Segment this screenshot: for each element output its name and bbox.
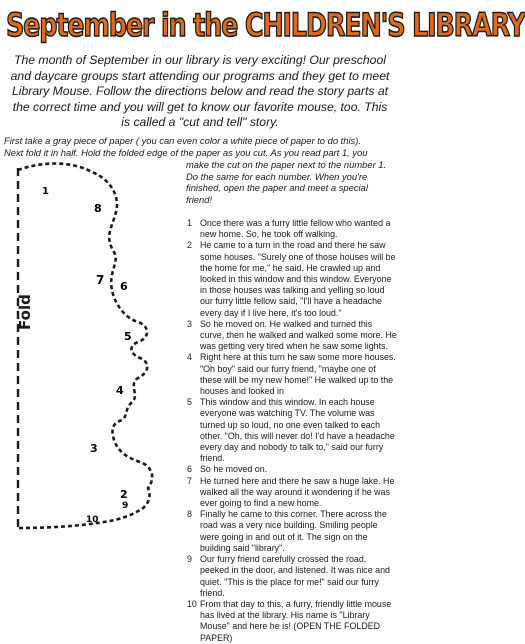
instructions-line-1: First take a gray piece of paper ( you can even color a white piece of paper to do this). xyxy=(4,135,361,146)
shape-number-7: 7 xyxy=(96,273,105,287)
shape-number-6: 6 xyxy=(120,280,128,293)
story-item: 5 This window and this window. In each house everyone was watching TV. The volume was turned up so loud, no one even talked to each other. "Oh, this will never do! I'd have a headache every day and nobody to talk to," said our furry friend. xyxy=(187,397,395,464)
story-item: 1 Once there was a furry little fellow who wanted a new home. So, he took off walking. xyxy=(187,218,391,240)
cut-pattern-shape xyxy=(0,150,186,537)
instructions-line-3: make the cut on the paper next to the number 1. Do the same for each number. When you're finished, open the paper and meet a special friend! xyxy=(186,159,387,205)
shape-number-10: 10 xyxy=(86,515,99,525)
story-item: 2 He came to a turn in the road and there he saw some houses. "Surely one of those houses will be the home for me," he said. He crawled up and looked in this window and this window. Everyone in those houses was talking and yelling so loud our furry little fellow said, "I'll have a headache every day if I live here, it's too loud." xyxy=(187,240,396,318)
shape-number-3: 3 xyxy=(90,442,98,455)
shape-number-5: 5 xyxy=(124,330,132,343)
shape-number-1: 1 xyxy=(42,186,49,197)
shape-number-2: 2 xyxy=(120,488,128,501)
story-item: 9 Our furry friend carefully crossed the road, peeked in the door, and listened. It was nice and quiet. "This is the place for me!" said our furry friend. xyxy=(187,554,390,598)
story-list xyxy=(187,218,397,644)
story-item: 6 So he moved on. xyxy=(187,464,268,475)
fold-label: Fold xyxy=(16,294,34,330)
instructions-line-2: Next fold it in half. Hold the folded edge of the paper as you cut. As you read part 1, you xyxy=(4,147,368,158)
shape-number-8: 8 xyxy=(94,202,102,215)
story-item: 8 Finally he came to this corner. There across the road was a very nice building. Smiling people were going in and out of it. The sign on the building said "library". xyxy=(187,509,387,553)
page-title: September in the CHILDREN'S LIBRARY xyxy=(6,7,525,45)
story-item: 3 So he moved on. He walked and turned this curve, then he walked and walked some more. He was getting very tired when he saw some lights. xyxy=(187,318,397,352)
shape-number-9: 9 xyxy=(122,501,129,511)
shape-number-4: 4 xyxy=(116,384,124,397)
story-item: 7 He turned here and there he saw a huge lake. He walked all the way around it wondering if he was ever going to find a new home. xyxy=(187,475,395,509)
story-item: 10 From that day to this, a furry, friendly little mouse has lived at the library. His name is "Library Mouse" and here he is! (OPEN THE FOLDED PAPER) xyxy=(187,598,392,643)
intro-paragraph: The month of September in our library is very exciting! Our preschool and daycare groups start attending our programs and they get to meet Library Mouse. Follow the directions below and read the story parts at the correct time and you will get to know our favorite mouse, too. This is called a "cut and tell" story. xyxy=(10,53,390,130)
shape-outline xyxy=(18,164,152,529)
story-item: 4 Right here at this turn he saw some more houses. "Oh boy" said our furry friend, "maybe one of these will be my new home!" He walked up to the houses and looked in xyxy=(187,352,396,397)
